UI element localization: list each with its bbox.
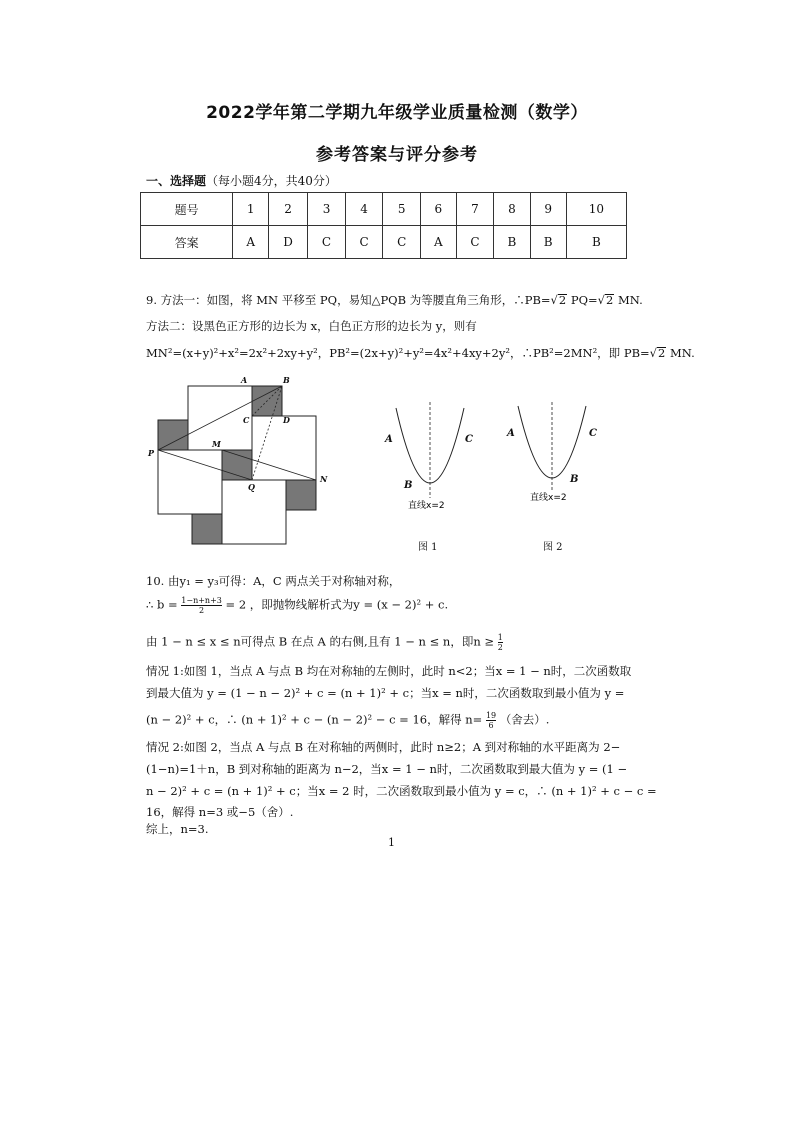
fraction <box>498 633 503 652</box>
point-label: C <box>243 415 250 425</box>
table-row <box>141 226 627 259</box>
page-subtitle: 参考答案与评分参考 <box>316 145 478 165</box>
fraction-numerator: 19 <box>485 711 497 720</box>
table-header-cell: 答案 <box>141 226 233 259</box>
page-title: 2022学年第二学期九年级学业质量检测（数学） <box>206 103 588 123</box>
fraction-denominator: 2 <box>497 643 503 652</box>
table-cell: 9 <box>530 193 566 226</box>
table-cell: C <box>383 226 421 259</box>
q10-line-10: 16，解得 n=3 或−5（舍）. <box>146 805 294 819</box>
q10-line-5: 到最大值为 y = (1 − n − 2)² + c = (n + 1)² + c；当x = n时，二次函数取到最小值为 y = <box>146 686 625 700</box>
q9-line-1: 9. 方法一：如图，将 MN 平移至 PQ，易知△PQB 为等腰直角三角形，∴PB=√2 PQ=√2 MN. <box>146 293 643 307</box>
white-square <box>252 416 316 480</box>
table-cell: B <box>566 226 626 259</box>
white-square <box>158 450 222 514</box>
q9-text: PQ= <box>570 293 598 307</box>
table-cell: 10 <box>566 193 626 226</box>
fraction <box>181 596 222 615</box>
sqrt-radicand: 2 <box>606 293 614 307</box>
parabola-figure-2 <box>500 400 610 510</box>
q9-line-3: MN²=(x+y)²+x²=2x²+2xy+y²，PB²=(2x+y)²+y²=4x²+4xy+2y²，∴PB²=2MN²，即 PB=√2 MN. <box>146 346 695 360</box>
table-cell: C <box>308 226 346 259</box>
table-cell: 8 <box>494 193 530 226</box>
q9-text: MN²=(x+y)²+x²=2x²+2xy+y²，PB²=(2x+y)²+y²=4x²+4xy+2y²，∴PB²=2MN²，即 PB= <box>146 346 650 360</box>
q10-line-7: 情况 2:如图 2，当点 A 与点 B 在对称轴的两侧时，此时 n≥2；A 到对称轴的水平距离为 2− <box>146 740 621 754</box>
q10-text: = 2 ，即抛物线解析式为y = (x − 2)² + c. <box>225 597 449 612</box>
parabola-figure-1 <box>378 400 488 520</box>
fraction-denominator: 6 <box>486 720 496 730</box>
table-cell: C <box>345 226 383 259</box>
q9-text: MN. <box>669 346 695 360</box>
squares-figure <box>140 370 340 550</box>
point-label: A <box>241 375 248 385</box>
figure-caption: 图 2 <box>543 542 563 553</box>
q10-line-8: (1−n)=1＋n，B 到对称轴的距离为 n−2，当x = 1 − n时，二次函数取到最大值为 y = (1 − <box>146 762 628 776</box>
point-label: D <box>283 415 290 425</box>
table-cell: A <box>421 226 457 259</box>
point-label: B <box>404 480 413 491</box>
table-cell: B <box>530 226 566 259</box>
point-label: C <box>589 428 597 439</box>
table-cell: 5 <box>383 193 421 226</box>
point-label: P <box>148 448 155 458</box>
table-cell: 1 <box>233 193 269 226</box>
q9-text: 9. 方法一：如图，将 MN 平移至 PQ，易知△PQB 为等腰直角三角形，∴PB= <box>146 293 551 307</box>
answer-table <box>140 192 627 259</box>
table-cell: A <box>233 226 269 259</box>
table-cell: 7 <box>456 193 494 226</box>
section-heading <box>146 172 337 189</box>
table-row <box>141 193 627 226</box>
axis-label: 直线x=2 <box>530 493 567 503</box>
fraction <box>486 711 496 730</box>
point-label: A <box>385 434 393 445</box>
fraction-denominator: 2 <box>181 605 222 615</box>
q10-line-11: 综上，n=3. <box>146 822 209 836</box>
point-label: N <box>320 474 328 484</box>
figure-caption: 图 1 <box>418 542 438 553</box>
q9-text: MN. <box>617 293 643 307</box>
point-label: Q <box>248 482 255 492</box>
table-cell: 6 <box>421 193 457 226</box>
q10-line-4: 情况 1:如图 1，当点 A 与点 B 均在对称轴的左侧时，此时 n<2；当x = 1 − n时，二次函数取 <box>146 664 632 678</box>
sqrt-radicand: 2 <box>558 293 567 307</box>
table-cell: 4 <box>345 193 383 226</box>
point-label: B <box>283 375 290 385</box>
page-number: 1 <box>388 836 395 849</box>
q10-line-2 <box>146 596 448 615</box>
table-header-cell: 题号 <box>141 193 233 226</box>
fraction-numerator: 1 <box>497 633 503 642</box>
section-title: 一、选择题 <box>146 174 207 188</box>
table-cell: C <box>456 226 494 259</box>
table-cell: 3 <box>308 193 346 226</box>
q10-text: (n − 2)² + c，∴ (n + 1)² + c − (n − 2)² − c = 16，解得 n= <box>146 712 483 727</box>
table-cell: B <box>494 226 530 259</box>
q10-line-6 <box>146 711 549 730</box>
black-square <box>158 420 188 450</box>
q10-line-3 <box>146 633 503 652</box>
section-note: （每小题4分，共40分） <box>206 174 337 188</box>
q10-text: （舍去）. <box>499 712 550 727</box>
q10-text: 由 1 − n ≤ x ≤ n可得点 B 在点 A 的右侧,且有 1 − n ≤ n，即n ≥ <box>146 634 495 649</box>
sqrt-radicand: 2 <box>658 346 666 360</box>
q10-line-9: n − 2)² + c = (n + 1)² + c；当x = 2 时，二次函数取到最小值为 y = c，∴ (n + 1)² + c − c = <box>146 784 657 798</box>
fraction-numerator: 1−n+n+3 <box>181 596 222 605</box>
point-label: B <box>570 474 579 485</box>
table-cell: D <box>269 226 308 259</box>
q10-text: ∴ b = <box>146 597 178 612</box>
point-label: C <box>465 434 473 445</box>
axis-label: 直线x=2 <box>408 501 445 511</box>
black-square <box>192 514 222 544</box>
point-label: A <box>507 428 515 439</box>
black-square <box>286 480 316 510</box>
q10-line-1: 10. 由y₁ = y₃可得：A，C 两点关于对称轴对称， <box>146 574 401 588</box>
q9-line-2: 方法二：设黑色正方形的边长为 x，白色正方形的边长为 y，则有 <box>146 319 477 333</box>
table-cell: 2 <box>269 193 308 226</box>
point-label: M <box>212 439 221 449</box>
